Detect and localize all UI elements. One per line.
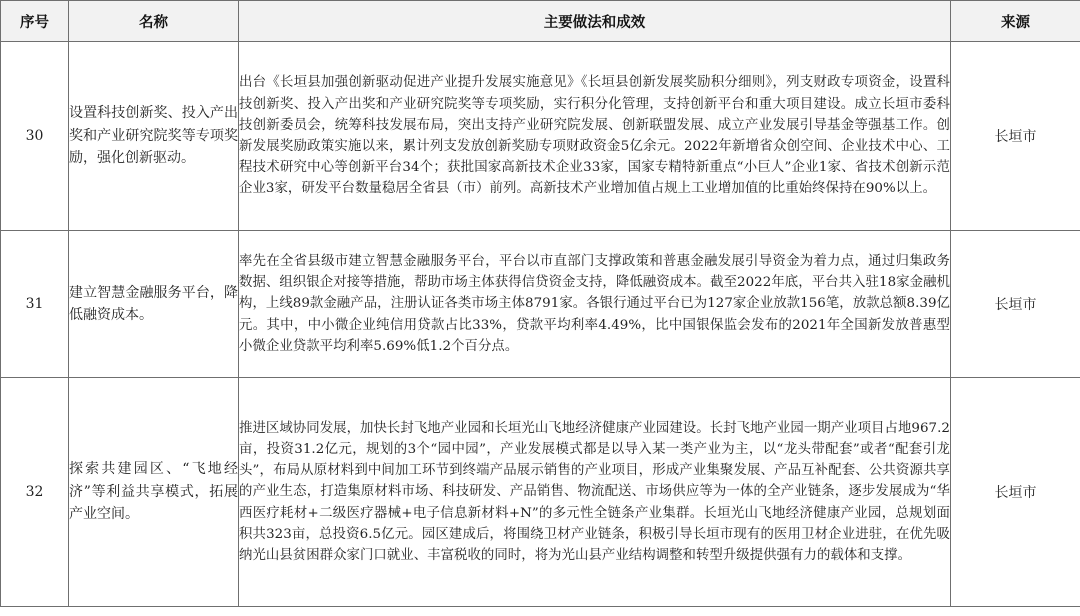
header-source: 来源 [951,1,1080,42]
table-row [1,42,1080,231]
header-content: 主要做法和成效 [239,1,951,42]
measure-name: 设置科技创新奖、投入产出奖和产业研究院奖等专项奖励，强化创新驱动。 [69,42,239,231]
measure-name: 建立智慧金融服务平台，降低融资成本。 [69,231,239,378]
measure-source: 长垣市 [951,42,1080,231]
measure-content: 推进区域协同发展，加快长封飞地产业园和长垣光山飞地经济健康产业园建设。长封飞地产业园一期产业项目占地967.2亩，投资31.2亿元，规划的3个“园中园”，产业发展模式都是以导入某一类产业为主，以“龙头带配套”或者“配套引龙头”，布局从原材料到中间加工环节到终端产品展示销售的产业项目，形成产业集聚发展、产品互补配套、公共资源共享的产业生态，打造集原材料市场、科技研发、产品销售、物流配送、市场供应等为一体的全产业链条，逐步发展成为“华西医疗耗材+二级医疗器械+电子信息新材料+N”的多元性全链条产业集群。长垣光山飞地经济健康产业园，总规划面积共323亩，总投资6.5亿元。园区建成后，将围绕卫材产业链条，积极引导长垣市现有的医用卫材企业进驻，在优先吸纳光山县贫困群众家门口就业、丰富税收的同时，将为光山县产业结构调整和转型升级提供强有力的载体和支撑。 [239,378,951,607]
measure-content: 率先在全省县级市建立智慧金融服务平台，平台以市直部门支撑政策和普惠金融发展引导资金为着力点，通过归集政务数据、组织银企对接等措施，帮助市场主体获得信贷资金支持，降低融资成本。截至2022年底，平台共入驻18家金融机构，上线89款金融产品，注册认证各类市场主体8791家。各银行通过平台已为127家企业放款156笔，放款总额8.39亿元。其中，中小微企业纯信用贷款占比33%，贷款平均利率4.49%，比中国银保监会发布的2021年全国新发放普惠型小微企业贷款平均利率5.69%低1.2个百分点。 [239,231,951,378]
measure-source: 长垣市 [951,231,1080,378]
row-number: 30 [1,42,69,231]
table-header-row [1,1,1080,42]
measure-content: 出台《长垣县加强创新驱动促进产业提升发展实施意见》《长垣县创新发展奖励积分细则》，列支财政专项资金，设置科技创新奖、投入产出奖和产业研究院奖等专项奖励，实行积分化管理，支持创新平台和重大项目建设。成立长垣市委科技创新委员会，统筹科技发展布局，突出支持产业研究院发展、创新联盟发展、成立产业发展引导基金等强基工作。创新发展奖励政策实施以来，累计列支发放创新奖励专项财政资金5亿余元。2022年新增省众创空间、企业技术中心、工程技术研究中心等创新平台34个；获批国家高新技术企业33家，国家专精特新重点“小巨人”企业1家、省技术创新示范企业3家，研发平台数量稳居全省县（市）前列。高新技术产业增加值占规上工业增加值的比重始终保持在90%以上。 [239,42,951,231]
row-number: 31 [1,231,69,378]
header-no: 序号 [1,1,69,42]
header-name: 名称 [69,1,239,42]
measure-name: 探索共建园区、“飞地经济”等利益共享模式，拓展产业空间。 [69,378,239,607]
row-number: 32 [1,378,69,607]
measure-source: 长垣市 [951,378,1080,607]
table-row [1,378,1080,607]
table-row [1,231,1080,378]
